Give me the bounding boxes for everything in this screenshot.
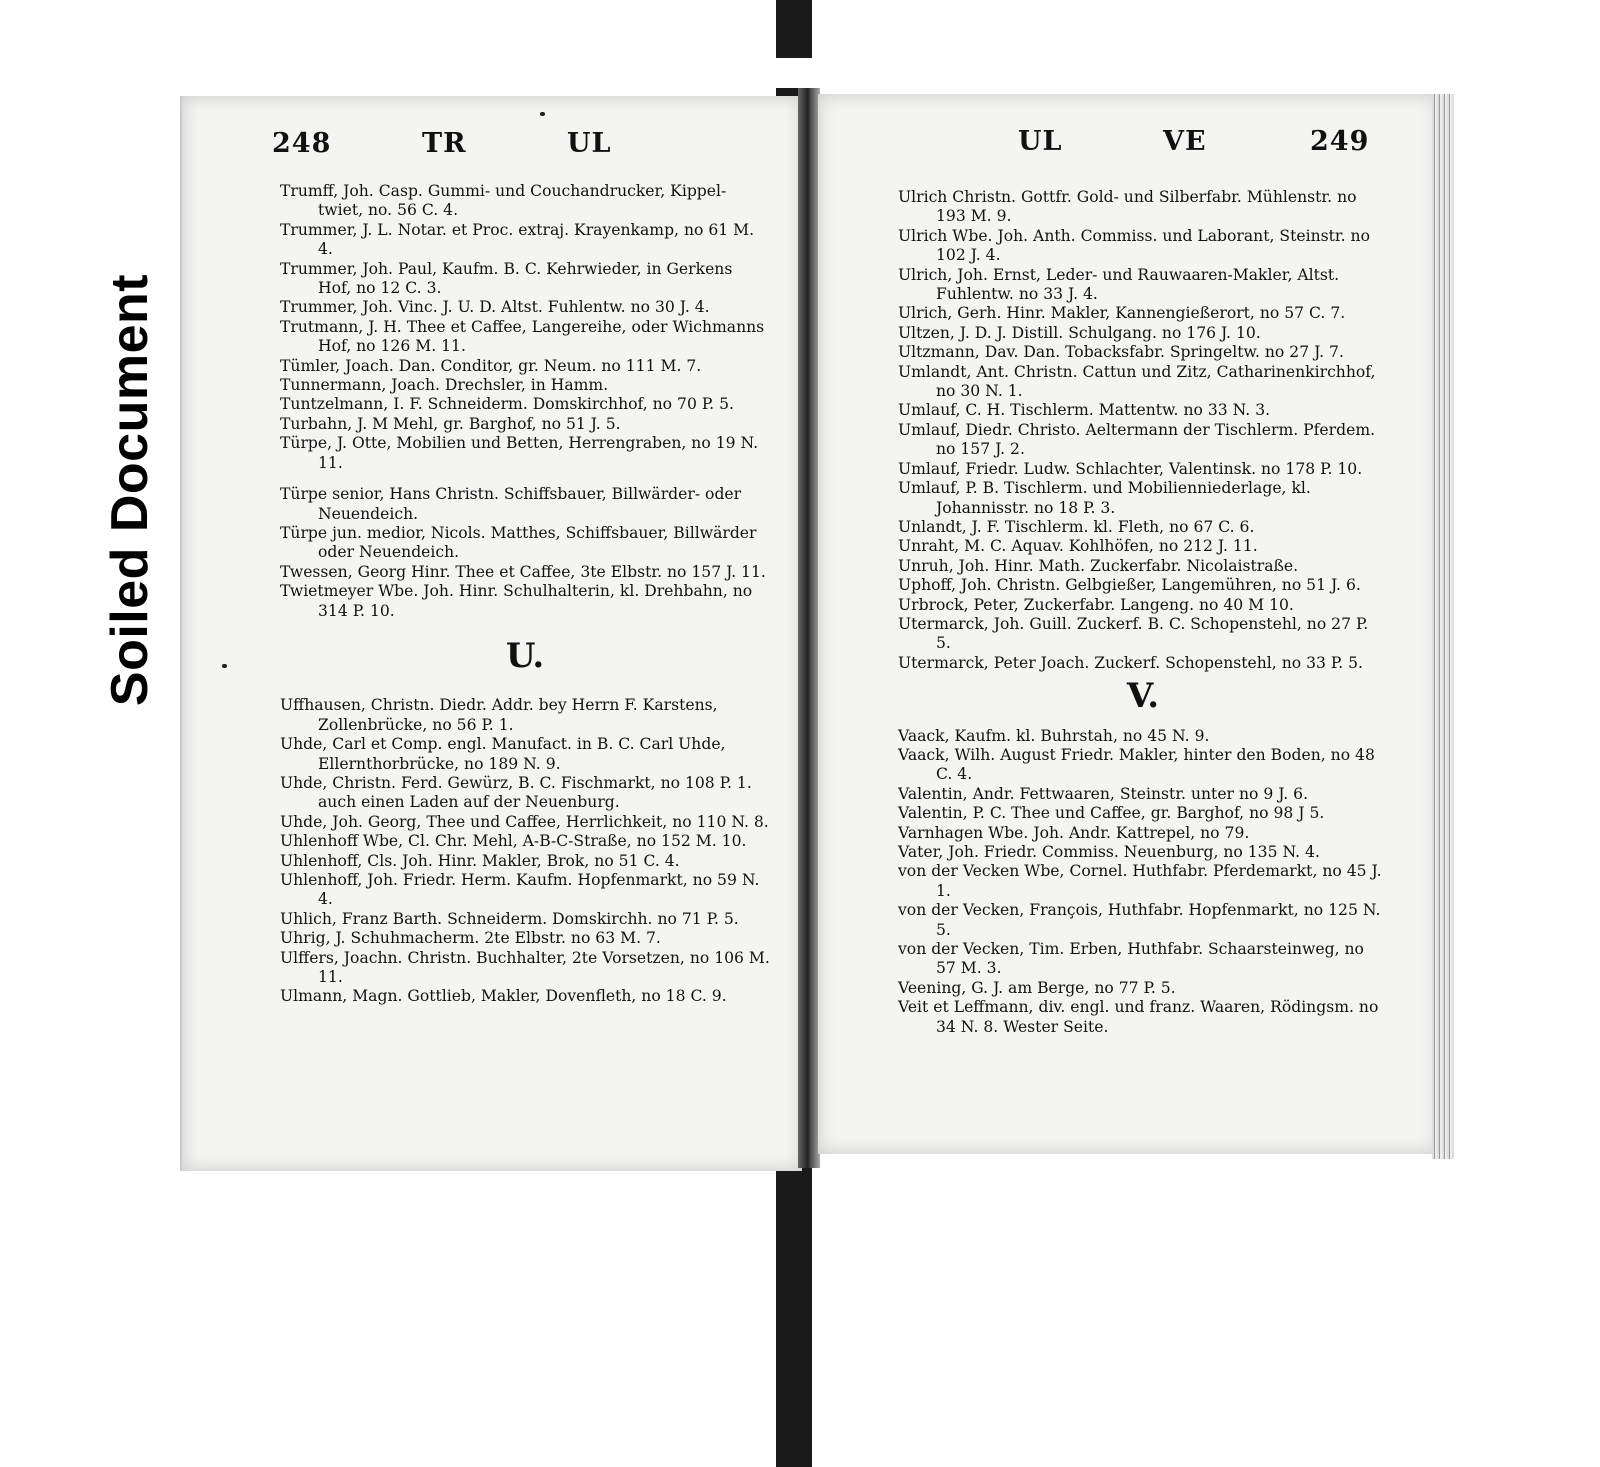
- entry: Umlauf, Diedr. Christo. Aeltermann der Tischlerm. Pferdem. no 157 J. 2.: [898, 420, 1376, 459]
- running-head-right: VE: [1163, 126, 1207, 157]
- binding-strip-gap: [776, 58, 812, 88]
- running-head-left: TR: [422, 128, 467, 159]
- entry: Ulrich, Gerh. Hinr. Makler, Kannengießerort, no 57 C. 7.: [898, 304, 1346, 323]
- entry: Urbrock, Peter, Zuckerfabr. Langeng. no 40 M 10.: [898, 595, 1294, 614]
- entry: Uhlenhoff Wbe, Cl. Chr. Mehl, A-B-C-Straße, no 152 M. 10.: [280, 832, 747, 851]
- page-number: 248: [272, 128, 332, 159]
- entry: Twietmeyer Wbe. Joh. Hinr. Schulhalterin, kl. Drehbahn, no 314 P. 10.: [280, 582, 753, 620]
- entry: Vater, Joh. Friedr. Commiss. Neuenburg, no 135 N. 4.: [898, 843, 1320, 861]
- entry: Unlandt, J. F. Tischlerm. kl. Fleth, no 67 C. 6.: [898, 517, 1255, 536]
- directory-entries: [280, 182, 770, 1007]
- entry: Uphoff, Joh. Christn. Gelbgießer, Langemühren, no 51 J. 6.: [898, 576, 1361, 595]
- entry: Ultzmann, Dav. Dan. Tobacksfabr. Springeltw. no 27 J. 7.: [898, 343, 1344, 362]
- entry: von der Vecken Wbe, Cornel. Huthfabr. Pferdemarkt, no 45 J. 1.: [898, 862, 1382, 900]
- entry: Valentin, Andr. Fettwaaren, Steinstr. unter no 9 J. 6.: [898, 784, 1309, 803]
- entry: Unraht, M. C. Aquav. Kohlhöfen, no 212 J. 11.: [898, 537, 1258, 556]
- entry: Utermarck, Joh. Guill. Zuckerf. B. C. Schopenstehl, no 27 P. 5.: [898, 614, 1369, 653]
- entry: Twessen, Georg Hinr. Thee et Caffee, 3te Elbstr. no 157 J. 11.: [280, 562, 766, 581]
- entry: Valentin, P. C. Thee und Caffee, gr. Barghof, no 98 J 5.: [898, 804, 1325, 823]
- right-page: [818, 94, 1438, 1154]
- entry: Utermarck, Peter Joach. Zuckerf. Schopenstehl, no 33 P. 5.: [898, 653, 1364, 672]
- entry: Uhde, Carl et Comp. engl. Manufact. in B. C. Carl Uhde, Ellernthorbrücke, no 189 N. 9.: [280, 735, 726, 773]
- stamp-text: Soiled Document: [101, 273, 159, 707]
- entry: Ulrich Christn. Gottfr. Gold- und Silberfabr. Mühlenstr. no 193 M. 9.: [898, 188, 1357, 226]
- entry: Veening, G. J. am Berge, no 77 P. 5.: [898, 978, 1176, 997]
- left-page: [180, 96, 802, 1171]
- entry: Uhlenhoff, Joh. Friedr. Herm. Kaufm. Hopfenmarkt, no 59 N. 4.: [280, 871, 760, 909]
- book-gutter: [798, 88, 820, 1168]
- running-head-right: UL: [567, 128, 612, 159]
- entry: Trummer, J. L. Notar. et Proc. extraj. Krayenkamp, no 61 M. 4.: [280, 220, 755, 259]
- soiled-document-stamp: [100, 90, 160, 890]
- entry: Uhrig, J. Schuhmacherm. 2te Elbstr. no 63 M. 7.: [280, 929, 661, 948]
- entry: Uhde, Christn. Ferd. Gewürz, B. C. Fischmarkt, no 108 P. 1. auch einen Laden auf der Neuenburg.: [280, 773, 752, 812]
- entry: Tuntzelmann, I. F. Schneiderm. Domskirchhof, no 70 P. 5.: [280, 395, 734, 414]
- entry: Türpe, J. Otte, Mobilien und Betten, Herrengraben, no 19 N. 11.: [280, 434, 759, 472]
- page-number: 249: [1310, 126, 1370, 157]
- directory-entries: [898, 188, 1388, 1037]
- entry: Umlauf, P. B. Tischlerm. und Mobilienniederlage, kl. Johannisstr. no 18 P. 3.: [898, 479, 1311, 517]
- entry: Türpe jun. medior, Nicols. Matthes, Schiffsbauer, Billwärder oder Neuendeich.: [280, 523, 757, 562]
- entry: Trummer, Joh. Paul, Kaufm. B. C. Kehrwieder, in Gerkens Hof, no 12 C. 3.: [280, 259, 733, 298]
- entry: Tümler, Joach. Dan. Conditor, gr. Neum. no 111 M. 7.: [280, 356, 702, 375]
- entry: Trummer, Joh. Vinc. J. U. D. Altst. Fuhlentw. no 30 J. 4.: [280, 298, 710, 317]
- entry: Türpe senior, Hans Christn. Schiffsbauer, Billwärder- oder Neuendeich.: [280, 485, 742, 523]
- entry: Ulmann, Magn. Gottlieb, Makler, Dovenfleth, no 18 C. 9.: [280, 987, 727, 1006]
- entry: Uhlich, Franz Barth. Schneiderm. Domskirchh. no 71 P. 5.: [280, 909, 739, 928]
- ink-speck: [540, 112, 545, 116]
- entry: von der Vecken, Tim. Erben, Huthfabr. Schaarsteinweg, no 57 M. 3.: [898, 940, 1364, 978]
- open-book: [170, 88, 1470, 1178]
- section-letter: U.: [505, 635, 545, 676]
- entry: Turbahn, J. M Mehl, gr. Barghof, no 51 J. 5.: [280, 414, 621, 433]
- entry: Uffhausen, Christn. Diedr. Addr. bey Herrn F. Karstens, Zollenbrücke, no 56 P. 1.: [280, 696, 718, 734]
- entry: Umlauf, C. H. Tischlerm. Mattentw. no 33 N. 3.: [898, 401, 1271, 420]
- entry: Umlauf, Friedr. Ludw. Schlachter, Valentinsk. no 178 P. 10.: [898, 459, 1363, 478]
- entry: Tunnermann, Joach. Drechsler, in Hamm.: [280, 376, 609, 395]
- section-letter: V.: [1126, 676, 1160, 717]
- entry: Umlandt, Ant. Christn. Cattun und Zitz, Catharinenkirchhof, no 30 N. 1.: [898, 362, 1376, 401]
- entry: Uhlenhoff, Cls. Joh. Hinr. Makler, Brok, no 51 C. 4.: [280, 851, 680, 870]
- entry: von der Vecken, François, Huthfabr. Hopfenmarkt, no 125 N. 5.: [898, 901, 1381, 939]
- entry: Ulrich, Joh. Ernst, Leder- und Rauwaaren-Makler, Altst. Fuhlentw. no 33 J. 4.: [898, 265, 1340, 304]
- running-head-left: UL: [1018, 126, 1063, 157]
- entry: Ulffers, Joachn. Christn. Buchhalter, 2te Vorsetzen, no 106 M. 11.: [280, 948, 770, 987]
- entry: Ulrich Wbe. Joh. Anth. Commiss. und Laborant, Steinstr. no 102 J. 4.: [898, 226, 1370, 265]
- entry: Uhde, Joh. Georg, Thee und Caffee, Herrlichkeit, no 110 N. 8.: [280, 812, 769, 831]
- entry: Trumff, Joh. Casp. Gummi- und Couchandrucker, Kippel-twiet, no. 56 C. 4.: [280, 182, 727, 220]
- entry: Vaack, Kaufm. kl. Buhrstah, no 45 N. 9.: [898, 726, 1210, 745]
- entry: Trutmann, J. H. Thee et Caffee, Langereihe, oder Wichmanns Hof, no 126 M. 11.: [280, 317, 765, 356]
- page-edges: [1432, 94, 1454, 1159]
- entry: Unruh, Joh. Hinr. Math. Zuckerfabr. Nicolaistraße.: [898, 556, 1299, 575]
- entry: Veit et Leffmann, div. engl. und franz. Waaren, Rödingsm. no 34 N. 8. Wester Seite.: [898, 998, 1379, 1036]
- entry: Ultzen, J. D. J. Distill. Schulgang. no 176 J. 10.: [898, 323, 1261, 342]
- entry: Vaack, Wilh. August Friedr. Makler, hinter den Boden, no 48 C. 4.: [898, 745, 1375, 784]
- entry: Varnhagen Wbe. Joh. Andr. Kattrepel, no 79.: [898, 823, 1250, 842]
- ink-speck: [222, 664, 227, 668]
